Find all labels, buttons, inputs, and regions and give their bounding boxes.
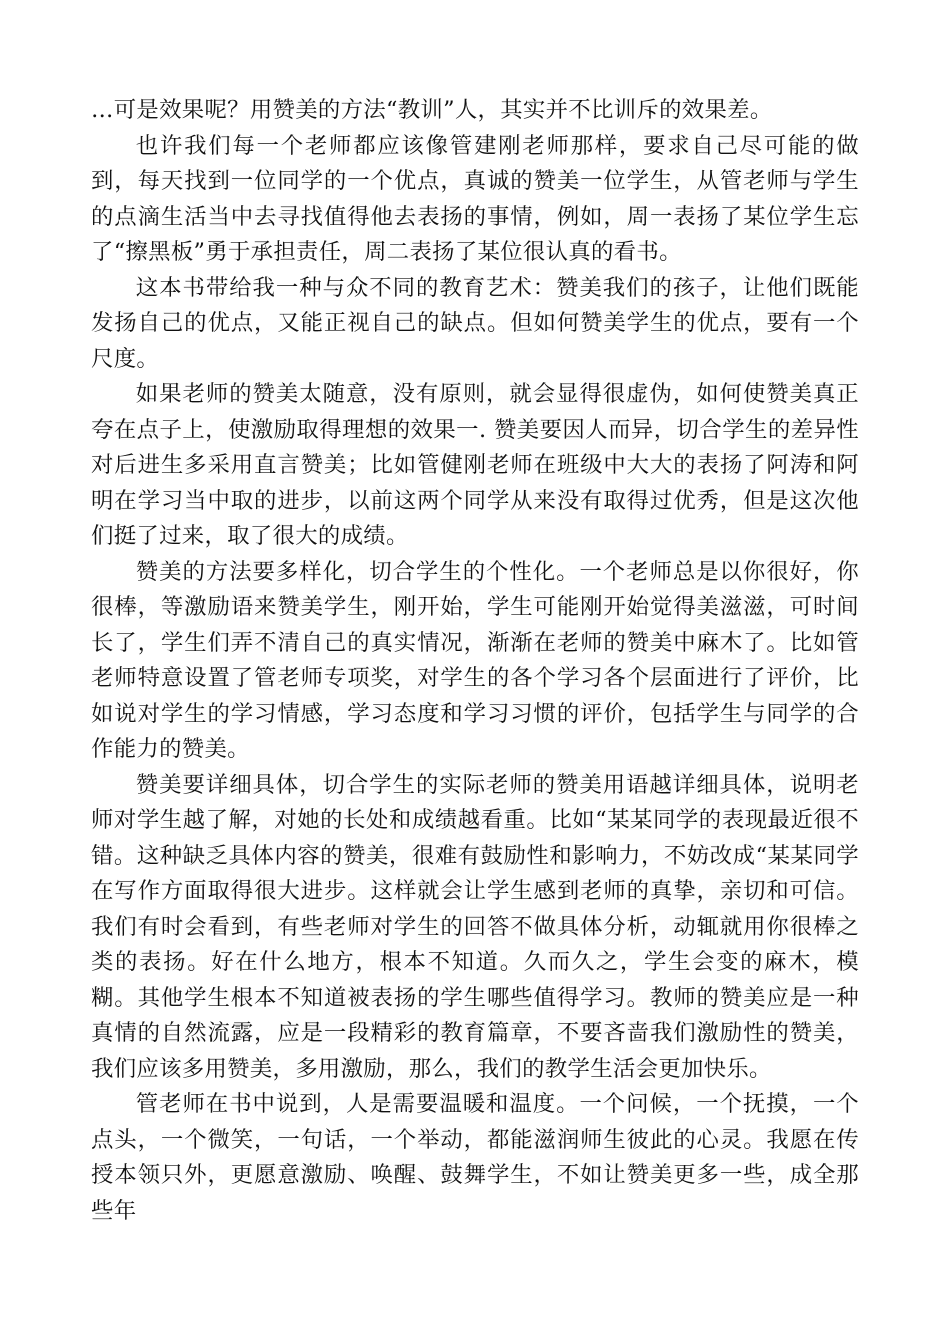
document-page [91, 93, 859, 1229]
paragraph-daily-praise: 也许我们每一个老师都应该像管建刚老师那样，要求自己尽可能的做到，每天找到一位同学的一个优点，真诚的赞美一位学生，从管老师与学生的点滴生活当中去寻找值得他去表扬的事情，例如，周一表扬了某位学生忘了“擦黑板”勇于承担责任，周二表扬了某位很认真的看书。 [91, 132, 859, 265]
paragraph-art-of-praise: 这本书带给我一种与众不同的教育艺术：赞美我们的孩子，让他们既能发扬自己的优点，又能正视自己的缺点。但如何赞美学生的优点，要有一个尺度。 [91, 274, 859, 372]
paragraph-continued-opening: …可是效果呢？用赞美的方法“教训”人，其实并不比训斥的效果差。 [91, 97, 773, 123]
paragraph-warmth: 管老师在书中说到，人是需要温暖和温度。一个问候，一个抚摸，一个点头，一个微笑，一句话，一个举动，都能滋润师生彼此的心灵。我愿在传授本领只外，更愿意激励、唤醒、鼓舞学生，不如让赞美更多一些，成全那些年 [91, 1091, 859, 1224]
paragraph-praise-specific: 赞美要详细具体，切合学生的实际老师的赞美用语越详细具体，说明老师对学生越了解，对她的长处和成绩越看重。比如“某某同学的表现最近很不错。这种缺乏具体内容的赞美，很难有鼓励性和影响力，不妨改成“某某同学在写作方面取得很大进步。这样就会让学生感到老师的真挚，亲切和可信。我们有时会看到，有些老师对学生的回答不做具体分析，动辄就用你很棒之类的表扬。好在什么地方，根本不知道。久而久之，学生会变的麻木，模糊。其他学生根本不知道被表扬的学生哪些值得学习。教师的赞美应是一种真情的自然流露，应是一段精彩的教育篇章，不要吝啬我们激励性的赞美，我们应该多用赞美，多用激励，那么，我们的教学生活会更加快乐。 [91, 771, 859, 1082]
paragraph-praise-variety: 赞美的方法要多样化，切合学生的个性化。一个老师总是以你很好，你很棒，等激励语来赞美学生，刚开始，学生可能刚开始觉得美滋滋，可时间长了，学生们弄不清自己的真实情况，渐渐在老师的赞美中麻木了。比如管老师特意设置了管老师专项奖，对学生的各个学习各个层面进行了评价，比如说对学生的学习情感，学习态度和学习习惯的评价，包括学生与同学的合作能力的赞美。 [91, 558, 859, 762]
paragraph-praise-by-individual: 如果老师的赞美太随意，没有原则，就会显得很虚伪，如何使赞美真正夸在点子上，使激励取得理想的效果一. 赞美要因人而异，切合学生的差异性对后进生多采用直言赞美；比如管健刚老师在班级中大大的表扬了阿涛和阿明在学习当中取的进步，以前这两个同学从来没有取得过优秀，但是这次他们挺了过来，取了很大的成绩。 [91, 381, 859, 549]
